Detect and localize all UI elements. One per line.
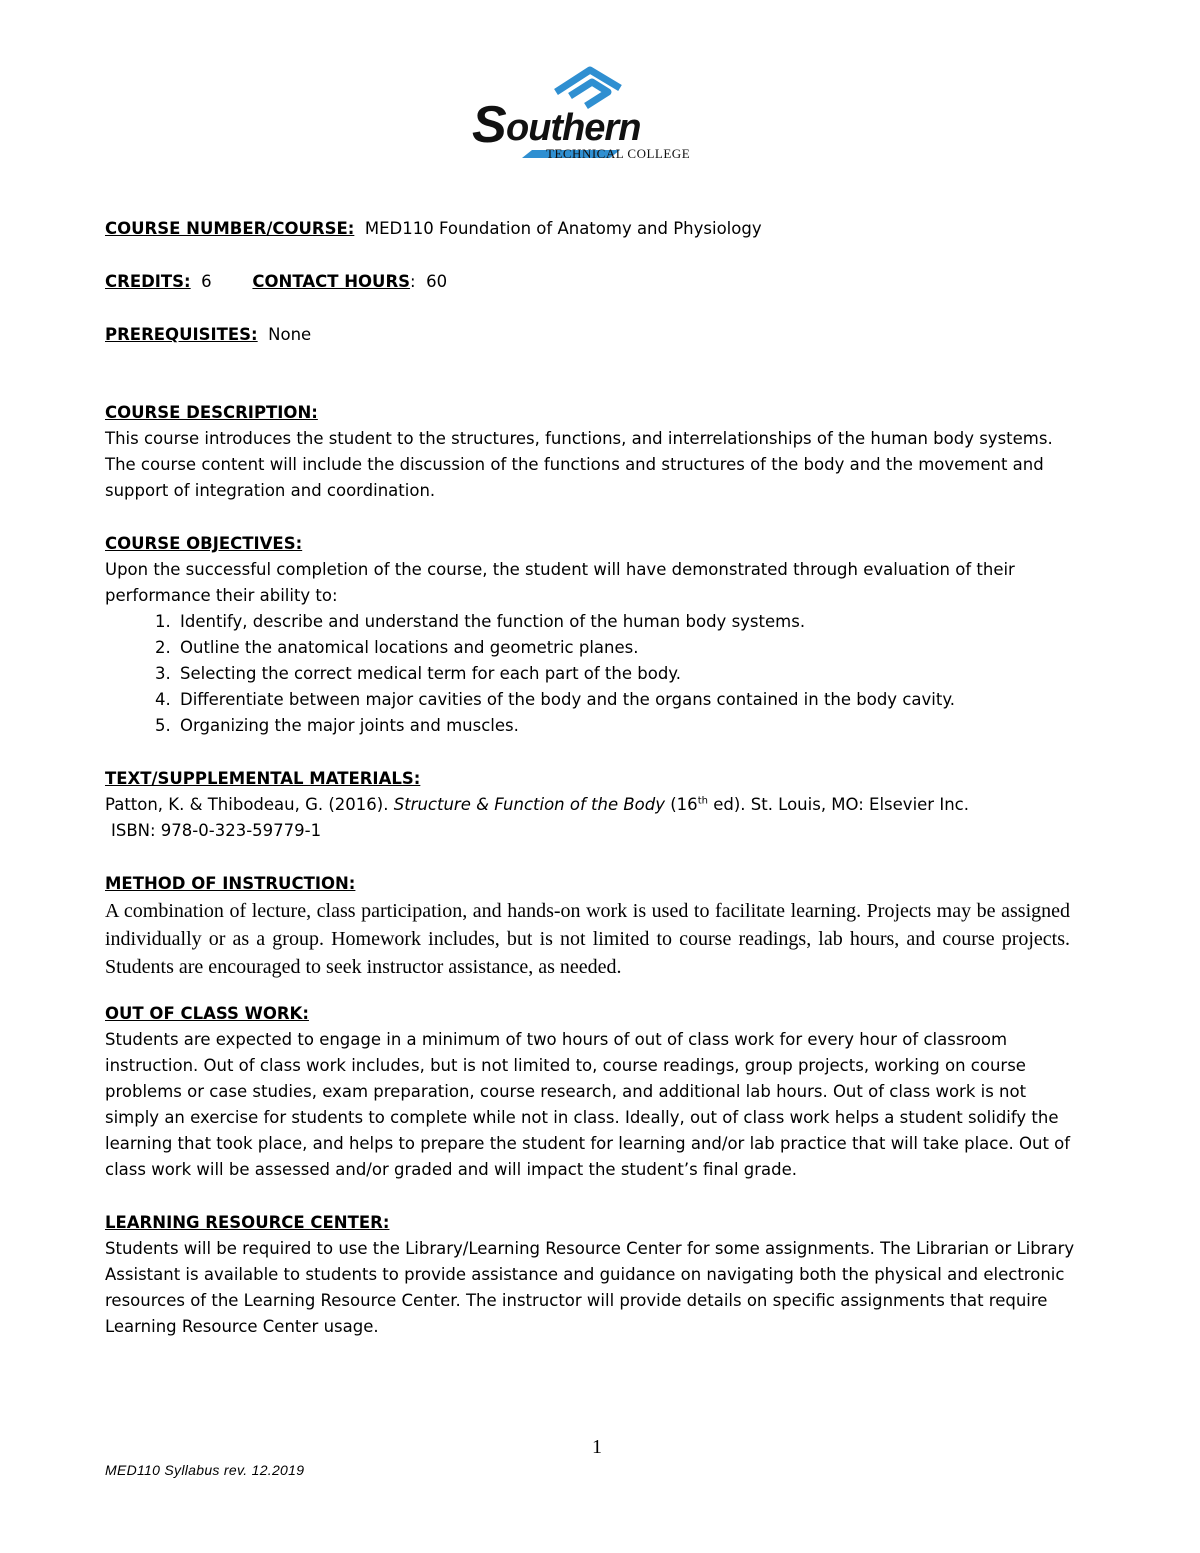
lrc-heading: LEARNING RESOURCE CENTER: [105,1213,390,1232]
course-number-label: COURSE NUMBER/COURSE: [105,219,355,238]
instruction-text: A combination of lecture, class participation, and hands-on work is used to facilitate learning. Projects may be assigned individually or as a group. Homework includes, but is not limited to course readings, lab hours, and course projects. Students are encouraged to seek instructor assistance, as needed. [105,900,1070,978]
instruction-heading: METHOD OF INSTRUCTION: [105,874,356,893]
course-number-line [105,216,1100,242]
materials-citation [105,792,1100,818]
page-number: 1 [592,1436,602,1458]
contact-hours-colon: : [410,272,416,291]
svg-text:outhern: outhern [506,107,641,149]
objectives-list [105,609,1100,739]
course-number-value: MED110 Foundation of Anatomy and Physiology [364,219,762,238]
lrc-text: Students will be required to use the Library/Learning Resource Center for some assignments. The Librarian or Library Assistant is available to students to provide assistance and guidance on navigating both the physical and electronic resources of the Learning Resource Center. The instructor will provide details on specific assignments that require Learning Resource Center usage. [105,1239,1075,1336]
contact-hours-label: CONTACT HOURS [252,272,411,291]
citation-book-title: Structure & Function of the Body [393,795,665,814]
materials-heading: TEXT/SUPPLEMENTAL MATERIALS: [105,769,421,788]
out-of-class-text: Students are expected to engage in a minimum of two hours of out of class work for every hour of classroom instruction. Out of class work includes, but is not limited to, course readings, group projects, working on course problems or case studies, exam preparation, course research, and additional lab hours. Out of class work is not simply an exercise for students to complete while not in class. Ideally, out of class work helps a student solidify the learning that took place, and helps to prepare the student for learning and/or lab practice that will take place. Out of class work will be assessed and/or graded and will impact the student’s final grade. [105,1030,1071,1179]
credits-label: CREDITS: [105,272,191,291]
objective-item: 3. Selecting the correct medical term for each part of the body. [176,661,1100,687]
syllabus-content [105,216,1100,1340]
credits-line [105,269,1100,295]
objective-item: 4. Differentiate between major cavities of the body and the organs contained in the body cavity. [176,687,1100,713]
svg-text:TECHNICAL COLLEGE: TECHNICAL COLLEGE [546,146,691,161]
course-description-heading: COURSE DESCRIPTION: [105,403,318,422]
citation-edition: (16 [665,795,698,814]
credits-value: 6 [201,272,212,291]
out-of-class-heading: OUT OF CLASS WORK: [105,1004,309,1023]
prerequisites-label: PREREQUISITES: [105,325,258,344]
citation-edition-sup: th [697,795,708,807]
prerequisites-value: None [268,325,312,344]
objective-item: 2. Outline the anatomical locations and geometric planes. [176,635,1100,661]
southern-technical-college-logo [470,62,740,172]
course-description-text: This course introduces the student to the structures, functions, and interrelationships of the human body systems. The course content will include the discussion of the functions and structures of the body and the movement and support of integration and coordination. [105,429,1053,500]
svg-text:S: S [472,96,505,154]
objective-item: 1. Identify, describe and understand the function of the human body systems. [176,609,1100,635]
materials-isbn: ISBN: 978-0-323-59779-1 [111,821,322,840]
course-objectives-heading: COURSE OBJECTIVES: [105,534,303,553]
citation-publisher: ed). St. Louis, MO: Elsevier Inc. [707,795,969,814]
prerequisites-line [105,322,1100,348]
course-objectives-intro: Upon the successful completion of the course, the student will have demonstrated through evaluation of their performance their ability to: [105,560,1015,605]
footer-revision: MED110 Syllabus rev. 12.2019 [105,1462,305,1478]
logo-graphic [470,62,740,172]
objective-item: 5. Organizing the major joints and muscles. [176,713,1100,739]
contact-hours-value: 60 [426,272,448,291]
citation-authors: Patton, K. & Thibodeau, G. (2016). [105,795,394,814]
